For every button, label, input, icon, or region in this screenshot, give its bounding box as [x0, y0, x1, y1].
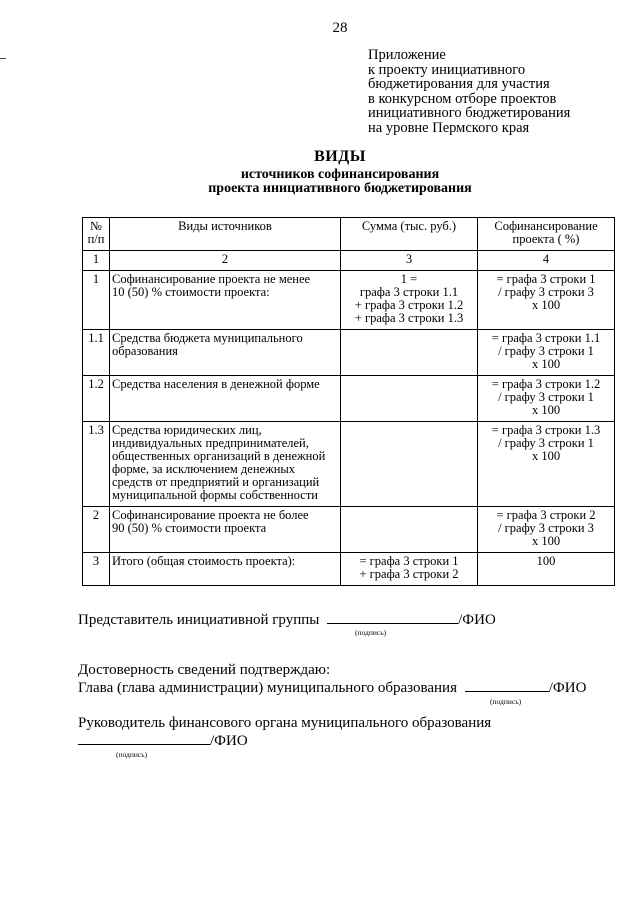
cell-line: Средства бюджета муниципального — [112, 331, 303, 345]
header-percent: Софинансирование проекта ( %) — [478, 218, 615, 251]
column-number: 4 — [478, 251, 615, 271]
sum-cell — [341, 553, 478, 586]
subtitle-line: источников софинансирования — [240, 167, 440, 182]
head-signature-line — [78, 680, 586, 697]
header-sum: Сумма (тыс. руб.) — [341, 218, 478, 251]
cell-line: образования — [112, 344, 178, 358]
table-row — [83, 422, 615, 507]
cell-line: Средства юридических лиц, — [112, 423, 262, 437]
cell-line: х 100 — [531, 534, 561, 548]
table-body — [83, 271, 615, 586]
subtitle-line: проекта инициативного бюджетирования — [208, 181, 472, 196]
appendix-line: к проекту инициативного — [368, 61, 526, 78]
finance-signature-line — [78, 733, 248, 750]
percent-cell — [478, 271, 615, 330]
cell-line: 100 — [536, 554, 556, 568]
cell-line: + графа 3 строки 1.2 — [354, 298, 464, 312]
cell-line: 1.1 — [88, 331, 104, 345]
cell-line: 2 — [92, 508, 100, 522]
source-cell — [110, 376, 341, 422]
cell-line: = графа 3 строки 1.2 — [491, 377, 601, 391]
table-row — [83, 376, 615, 422]
row-number — [83, 422, 110, 507]
table-row — [83, 330, 615, 376]
row-number — [83, 507, 110, 553]
source-cell — [110, 330, 341, 376]
column-number: 1 — [83, 251, 110, 271]
appendix-line: бюджетирования для участия — [368, 76, 550, 92]
cell-line: х 100 — [531, 298, 561, 312]
fio-label: /ФИО — [548, 680, 587, 696]
row-number — [83, 330, 110, 376]
sum-cell — [341, 376, 478, 422]
cell-line: = графа 3 строки 1 — [496, 272, 596, 286]
header-source: Виды источников — [110, 218, 341, 251]
cell-line: графа 3 строки 1.1 — [359, 285, 459, 299]
signature-blank — [78, 743, 210, 745]
cell-line: х 100 — [531, 403, 561, 417]
cell-line: + графа 3 строки 1.3 — [354, 311, 464, 325]
appendix-line: инициативного бюджетирования — [368, 105, 571, 121]
cell-line: 3 — [92, 554, 100, 568]
page-number: 28 — [332, 20, 348, 36]
source-cell — [110, 507, 341, 553]
column-number-row — [83, 251, 615, 271]
appendix-note — [368, 48, 570, 135]
source-cell — [110, 271, 341, 330]
appendix-line: на уровне Пермского края — [368, 119, 530, 136]
cell-line: / графу 3 строки 1 — [498, 436, 594, 450]
cell-line: / графу 3 строки 3 — [498, 285, 594, 299]
cell-line: 10 (50) % стоимости проекта: — [112, 285, 270, 299]
cell-line: / графу 3 строки 1 — [498, 390, 594, 404]
cell-line: = графа 3 строки 2 — [496, 508, 596, 522]
cell-line: 1 — [92, 272, 100, 286]
cell-line: 1.3 — [88, 423, 104, 437]
sources-table — [82, 217, 615, 586]
cell-line: Средства населения в денежной форме — [112, 377, 320, 391]
cell-line: х 100 — [531, 449, 561, 463]
row-number — [83, 271, 110, 330]
table-row — [83, 553, 615, 586]
representative-label: Представитель инициативной группы — [78, 612, 320, 628]
cell-line: х 100 — [531, 357, 561, 371]
cell-line: индивидуальных предпринимателей, — [112, 436, 309, 450]
signature-caption: (подпись) — [355, 628, 387, 637]
table-header-row — [83, 218, 615, 251]
cell-line: 1.2 — [88, 377, 104, 391]
row-number — [83, 376, 110, 422]
cell-line: средств от предприятий и организаций — [112, 475, 320, 489]
row-number — [83, 553, 110, 586]
column-number: 2 — [110, 251, 341, 271]
column-number: 3 — [341, 251, 478, 271]
appendix-line: Приложение — [368, 47, 446, 63]
cell-line: / графу 3 строки 3 — [498, 521, 594, 535]
cell-line: = графа 3 строки 1 — [359, 554, 459, 568]
cell-line: 1 = — [400, 272, 418, 286]
cell-line: = графа 3 строки 1.3 — [491, 423, 601, 437]
cell-line: = графа 3 строки 1.1 — [491, 331, 601, 345]
percent-cell — [478, 507, 615, 553]
table-row — [83, 507, 615, 553]
document-title: ВИДЫ — [314, 148, 366, 165]
fio-label: /ФИО — [210, 733, 248, 749]
appendix-line: в конкурсном отборе проектов — [368, 90, 557, 107]
percent-cell — [478, 330, 615, 376]
confirmation-text: Достоверность сведений подтверждаю: — [78, 662, 331, 678]
cell-line: Софинансирование проекта не более — [112, 508, 309, 522]
signature-blank — [327, 622, 458, 624]
sum-cell — [341, 507, 478, 553]
fio-label: /ФИО — [458, 612, 496, 628]
percent-cell — [478, 422, 615, 507]
signature-caption: (подпись) — [116, 750, 148, 759]
source-cell — [110, 553, 341, 586]
representative-signature-line — [78, 612, 496, 629]
document-subtitle — [0, 168, 640, 196]
cell-line: + графа 3 строки 2 — [359, 567, 459, 581]
cell-line: / графу 3 строки 1 — [498, 344, 594, 358]
percent-cell — [478, 376, 615, 422]
cell-line: общественных организаций в денежной — [112, 449, 326, 463]
cell-line: Софинансирование проекта не менее — [112, 272, 311, 286]
signature-blank — [465, 690, 549, 692]
sum-cell — [341, 271, 478, 330]
cell-line: 90 (50) % стоимости проекта — [112, 521, 267, 535]
cell-line: форме, за исключением денежных — [112, 462, 296, 476]
source-cell — [110, 422, 341, 507]
scan-edge-mark — [0, 58, 6, 59]
table-row — [83, 271, 615, 330]
cell-line: муниципальной формы собственности — [112, 488, 318, 502]
header-num: № п/п — [83, 218, 110, 251]
cell-line: Итого (общая стоимость проекта): — [112, 554, 296, 568]
finance-head-label: Руководитель финансового органа муниципального образования — [78, 715, 492, 731]
percent-cell — [478, 553, 615, 586]
sum-cell — [341, 422, 478, 507]
head-label: Глава (глава администрации) муниципального образования — [78, 680, 457, 696]
signature-caption: (подпись) — [490, 697, 522, 706]
sum-cell — [341, 330, 478, 376]
